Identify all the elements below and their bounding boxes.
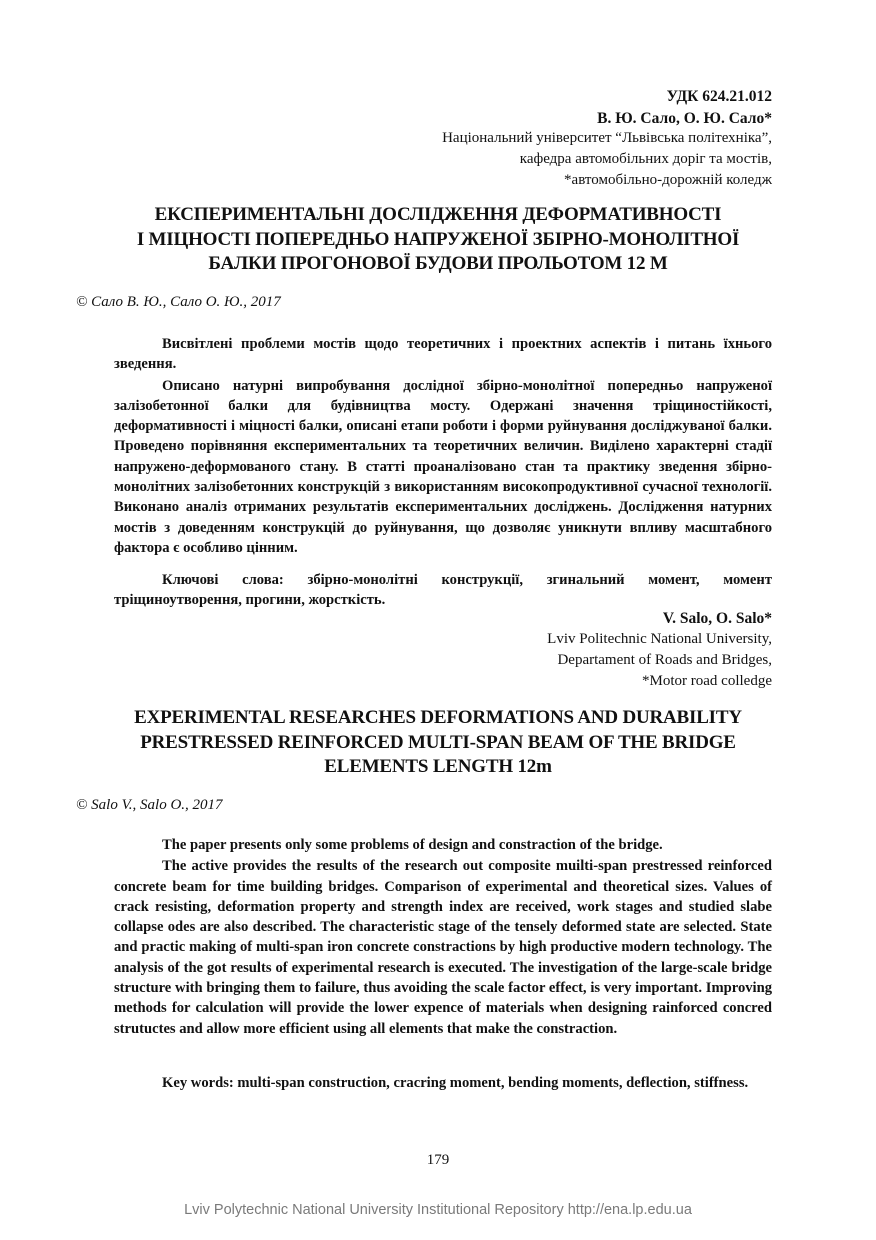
affiliation-line: Departament of Roads and Bridges, [557, 652, 772, 668]
abstract-en [114, 835, 772, 1039]
affiliation-ua [380, 128, 772, 191]
authors-en: V. Salo, O. Salo* [662, 610, 772, 627]
keywords-text: Key words: multi-span construction, cracring moment, bending moments, deflection, stiffness. [162, 1075, 749, 1091]
abstract-paragraph: Висвітлені проблеми мостів щодо теоретичних і проектних аспектів і питань їхнього зведення. [114, 336, 772, 373]
page-number: 179 [426, 1152, 450, 1168]
affiliation-line: Lviv Politechnic National University, [547, 631, 772, 647]
affiliation-line: *автомобільно-дорожній коледж [564, 172, 772, 188]
keywords-text: Ключові слова: збірно-монолітні конструкції, згинальний момент, момент тріщиноутворення, прогини, жорсткість. [114, 572, 772, 609]
title-line: І МІЦНОСТІ ПОПЕРЕДНЬО НАПРУЖЕНОЇ ЗБІРНО-МОНОЛІТНОЇ [136, 228, 740, 250]
affiliation-en [420, 629, 772, 692]
title-line: EXPERIMENTAL RESEARCHES DEFORMATIONS AND DURABILITY [134, 707, 742, 728]
title-line: БАЛКИ ПРОГОНОВОЇ БУДОВИ ПРОЛЬОТОМ 12 М [208, 253, 668, 274]
authors-ua: В. Ю. Сало, О. Ю. Сало* [597, 110, 772, 127]
keywords-ua [114, 570, 772, 611]
abstract-paragraph: Описано натурні випробування дослідної збірно-монолітної попередньо напруженої залізобетонної балки для будівництва мосту. Одержані значення тріщиностійкості, деформативності і міцності балки, описані етапи роботи і форми руйнування досліджуваної балки. Проведено порівняння експериментальних та теоретичних величин. Виділено характерні стадії напружено-деформованого стану. В статті проаналізовано стан та практику зведення збірно-монолітних залізобетонних конструкцій з використанням високопродуктивної сучасної технології. Виконано аналіз отриманих результатів експериментальних досліджень. Дослідження натурних мостів з доведенням конструкцій до руйнування, що дозволяє уникнути впливу масштабного фактора є особливо цінним. [114, 377, 772, 556]
keywords-en [114, 1073, 772, 1093]
affiliation-line: Національний університет “Львівська політехніка”, [442, 130, 772, 146]
affiliation-line: кафедра автомобільних доріг та мостів, [519, 151, 772, 167]
title-line: PRESTRESSED REINFORCED MULTI-SPAN BEAM OF THE BRIDGE [140, 731, 736, 753]
affiliation-line: *Motor road colledge [642, 673, 772, 689]
abstract-paragraph: The active provides the results of the research out composite muilti-span prestressed reinforced concrete beam for time building bridges. Comparison of experimental and theoretical sizes. Values of crack resisting, deformation property and strength index are received, work stages and studied slabe collapse odes are also described. The characteristic stage of the tensely deformed state are selected. State and practic making of multi-span iron concrete constractions by high productive modern technology. The analysis of the got results of experimental research is executed. The investigation of the large-scale bridge structure with bringing them to failure, thus avoiding the scale factor effect, is very important. Improving methods for calculation will provide the lower expence of materials when designing rainforced concred strutuctes and allow more efficient using all elements that make the constraction. [114, 858, 772, 1037]
title-line: ELEMENTS LENGTH 12m [324, 756, 552, 777]
abstract-ua [114, 334, 772, 558]
title-ua [60, 203, 816, 277]
copyright-ua: © Сало В. Ю., Сало О. Ю., 2017 [76, 294, 281, 310]
title-line: ЕКСПЕРИМЕНТАЛЬНІ ДОСЛІДЖЕННЯ ДЕФОРМАТИВНОСТІ [154, 204, 722, 225]
udk-code: УДК 624.21.012 [666, 88, 772, 105]
copyright-en: © Salo V., Salo O., 2017 [76, 797, 223, 813]
abstract-paragraph: The paper presents only some problems of design and constraction of the bridge. [162, 837, 663, 853]
repository-footer: Lviv Polytechnic National University Institutional Repository http://ena.lp.edu.ua [184, 1202, 692, 1218]
title-en [60, 706, 816, 780]
